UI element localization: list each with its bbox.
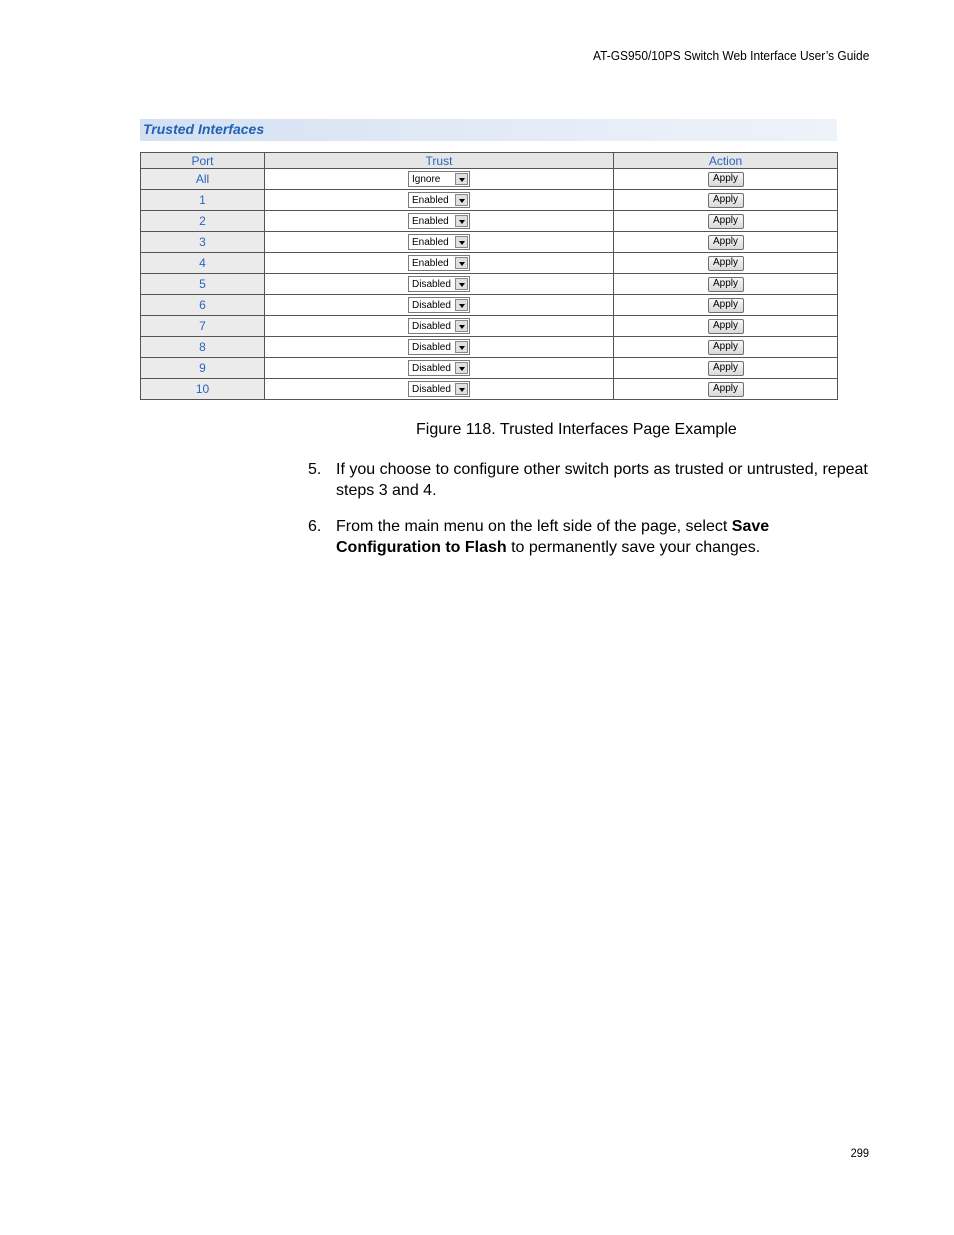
- trust-select-value: Disabled: [412, 341, 451, 353]
- panel-title-bar: [140, 119, 837, 141]
- table-row: [141, 169, 838, 190]
- trust-select-value: Disabled: [412, 320, 451, 332]
- trust-select[interactable]: [408, 213, 470, 229]
- chevron-down-icon[interactable]: [455, 299, 468, 311]
- trust-select-value: Enabled: [412, 257, 449, 269]
- step-text-post: to permanently save your changes.: [506, 539, 761, 556]
- port-cell: All: [141, 169, 265, 190]
- port-cell: 5: [141, 274, 265, 295]
- trust-select-value: Enabled: [412, 194, 449, 206]
- apply-button[interactable]: Apply: [708, 214, 744, 229]
- trust-cell: [265, 379, 614, 400]
- apply-button[interactable]: Apply: [708, 382, 744, 397]
- action-cell: [614, 379, 838, 400]
- chevron-down-icon[interactable]: [455, 341, 468, 353]
- step-text-bold: Save Configuration to Flash: [336, 518, 770, 556]
- action-cell: [614, 211, 838, 232]
- trust-cell: [265, 232, 614, 253]
- action-cell: [614, 358, 838, 379]
- step-number: 5.: [308, 461, 322, 478]
- trust-select-value: Disabled: [412, 383, 451, 395]
- trust-select-value: Ignore: [412, 173, 441, 185]
- column-header-trust: Trust: [265, 153, 614, 169]
- trust-select[interactable]: [408, 360, 470, 376]
- trust-cell: [265, 316, 614, 337]
- apply-button[interactable]: Apply: [708, 319, 744, 334]
- trust-select[interactable]: [408, 297, 470, 313]
- step-list: [308, 459, 868, 573]
- trust-select[interactable]: [408, 192, 470, 208]
- trust-select-value: Disabled: [412, 362, 451, 374]
- apply-button[interactable]: Apply: [708, 193, 744, 208]
- chevron-down-icon[interactable]: [455, 173, 468, 185]
- chevron-down-icon[interactable]: [455, 320, 468, 332]
- trust-select-value: Enabled: [412, 215, 449, 227]
- table-row: [141, 232, 838, 253]
- chevron-down-icon[interactable]: [455, 383, 468, 395]
- step-text: If you choose to configure other switch ports as trusted or untrusted, repeat steps 3 and 4.: [336, 461, 868, 499]
- trust-cell: [265, 253, 614, 274]
- trust-select[interactable]: [408, 171, 470, 187]
- chevron-down-icon[interactable]: [455, 257, 468, 269]
- table-row: [141, 379, 838, 400]
- action-cell: [614, 274, 838, 295]
- trust-select[interactable]: [408, 234, 470, 250]
- chevron-down-icon[interactable]: [455, 194, 468, 206]
- action-cell: [614, 337, 838, 358]
- trust-cell: [265, 190, 614, 211]
- table-row: [141, 358, 838, 379]
- running-header: AT-GS950/10PS Switch Web Interface User’s Guide: [592, 48, 869, 63]
- step-text-pre: From the main menu on the left side of the page, select: [336, 518, 732, 535]
- trust-select-value: Disabled: [412, 299, 451, 311]
- port-cell: 1: [141, 190, 265, 211]
- apply-button[interactable]: Apply: [708, 340, 744, 355]
- apply-button[interactable]: Apply: [708, 361, 744, 376]
- trust-select[interactable]: [408, 318, 470, 334]
- chevron-down-icon[interactable]: [455, 278, 468, 290]
- port-cell: 7: [141, 316, 265, 337]
- trust-cell: [265, 337, 614, 358]
- port-cell: 9: [141, 358, 265, 379]
- figure-caption: Figure 118. Trusted Interfaces Page Example: [416, 421, 737, 438]
- panel-title: Trusted Interfaces: [143, 121, 265, 137]
- table-row: [141, 316, 838, 337]
- trust-cell: [265, 211, 614, 232]
- table-row: [141, 211, 838, 232]
- page-number: 299: [850, 1146, 869, 1160]
- chevron-down-icon[interactable]: [455, 362, 468, 374]
- trust-cell: [265, 295, 614, 316]
- trust-select[interactable]: [408, 339, 470, 355]
- trust-select-value: Enabled: [412, 236, 449, 248]
- table-row: [141, 337, 838, 358]
- step-number: 6.: [308, 518, 322, 535]
- column-header-port: Port: [141, 153, 265, 169]
- trust-select[interactable]: [408, 255, 470, 271]
- action-cell: [614, 295, 838, 316]
- apply-button[interactable]: Apply: [708, 277, 744, 292]
- step-6: [308, 516, 868, 558]
- table-row: [141, 190, 838, 211]
- port-cell: 3: [141, 232, 265, 253]
- action-cell: [614, 232, 838, 253]
- trust-cell: [265, 169, 614, 190]
- step-5: [308, 459, 868, 501]
- action-cell: [614, 316, 838, 337]
- table-row: [141, 253, 838, 274]
- apply-button[interactable]: Apply: [708, 256, 744, 271]
- apply-button[interactable]: Apply: [708, 298, 744, 313]
- apply-button[interactable]: Apply: [708, 172, 744, 187]
- trust-select-value: Disabled: [412, 278, 451, 290]
- trusted-interfaces-table: [140, 152, 838, 400]
- trust-select[interactable]: [408, 276, 470, 292]
- action-cell: [614, 190, 838, 211]
- action-cell: [614, 169, 838, 190]
- table-row: [141, 295, 838, 316]
- table-header-row: [141, 153, 838, 169]
- port-cell: 8: [141, 337, 265, 358]
- apply-button[interactable]: Apply: [708, 235, 744, 250]
- trust-cell: [265, 358, 614, 379]
- table-row: [141, 274, 838, 295]
- port-cell: 4: [141, 253, 265, 274]
- port-cell: 6: [141, 295, 265, 316]
- trust-select[interactable]: [408, 381, 470, 397]
- trust-cell: [265, 274, 614, 295]
- chevron-down-icon[interactable]: [455, 215, 468, 227]
- column-header-action: Action: [614, 153, 838, 169]
- port-cell: 2: [141, 211, 265, 232]
- port-cell: 10: [141, 379, 265, 400]
- chevron-down-icon[interactable]: [455, 236, 468, 248]
- action-cell: [614, 253, 838, 274]
